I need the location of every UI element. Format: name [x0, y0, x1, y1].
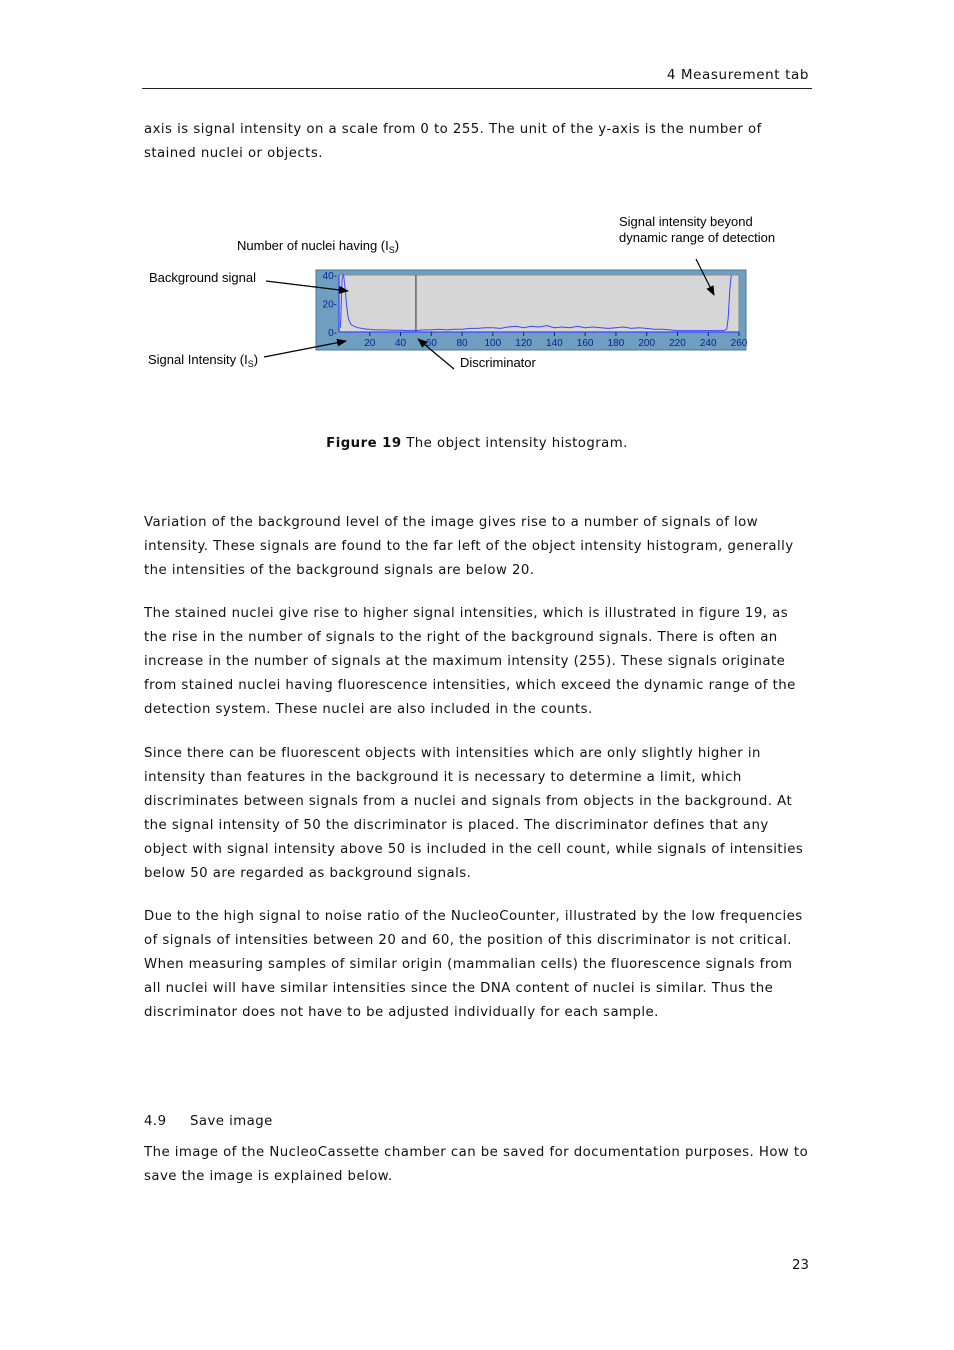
page-number: 23 [792, 1258, 809, 1273]
section-heading [144, 1114, 273, 1129]
paragraph-signal-noise: Due to the high signal to noise ratio of the NucleoCounter, illustrated by the low frequencies of signals of intensities between 20 and 60, the position of this discriminator is not critical. When measuring samples of similar origin (mammalian cells) the fluorescence signals from all nuclei will have similar intensities since the DNA content of nuclei is similar. Thus the discriminator does not have to be adjusted individually for each sample. [144, 909, 803, 1020]
paragraph-discriminator-limit: Since there can be fluorescent objects with intensities which are only slightly higher in intensity than features in the background it is necessary to determine a limit, which discriminates between signals from a nuclei and signals from objects in the background. At the signal intensity of 50 the discriminator is placed. The discriminator defines that any object with signal intensity above 50 is included in the cell count, while signals of intensities below 50 are regarded as background signals. [144, 746, 804, 881]
y-tick-label: 0- [328, 328, 337, 339]
beyond-range-label-line2: dynamic range of detection [619, 230, 776, 245]
x-tick-label: 40 [394, 338, 407, 349]
paragraph-save-image: The image of the NucleoCassette chamber can be saved for documentation purposes. How to save the image is explained below. [144, 1145, 809, 1184]
histogram-plot-area [339, 275, 739, 332]
y-tick-label: 20- [322, 299, 337, 311]
y-tick-label: 40- [322, 271, 337, 282]
paragraph-stained-nuclei: The stained nuclei give rise to higher signal intensities, which is illustrated in figure 19, as the rise in the number of signals to the right of the background signals. There is often an increase in the number of signals at the maximum intensity (255). These signals originate from stained nuclei having fluorescence intensities, which exceed the dynamic range of the detection system. These nuclei are also included in the counts. [144, 606, 796, 717]
page-header [142, 66, 812, 89]
background-signal-label: Background signal [149, 270, 256, 285]
signal-intensity-label: Signal Intensity $(I_S)$ [148, 352, 259, 369]
section-number: 4.9 [144, 1114, 167, 1129]
figure-caption-text: The object intensity histogram. [401, 436, 628, 451]
x-tick-label: 80 [456, 338, 468, 349]
histogram-figure [140, 205, 800, 385]
paragraph-background: Variation of the background level of the image gives rise to a number of signals of low intensity. These signals are found to the far left of the object intensity histogram, generally the intensities of the background signals are below 20. [144, 515, 794, 578]
x-tick-label: 220 [669, 338, 686, 349]
discriminator-label: Discriminator [460, 355, 536, 370]
histogram-figure-svg [140, 205, 800, 385]
x-tick-label: 120 [515, 338, 532, 349]
x-tick-label: 140 [546, 338, 563, 349]
x-tick-label: 20 [364, 338, 376, 349]
beyond-range-label-line1: Signal intensity beyond [619, 214, 753, 229]
x-tick-label: 240 [699, 338, 717, 349]
x-tick-label: 180 [607, 338, 625, 349]
x-tick-label: 60 [425, 338, 437, 349]
x-tick-label: 100 [484, 338, 502, 349]
figure-label: Figure 19 [326, 436, 402, 451]
x-tick-label: 260 [730, 338, 748, 349]
number-of-nuclei-label: Number of nuclei having $(I_S)$ [237, 238, 400, 255]
header-title: 4 Measurement tab [666, 67, 809, 83]
intro-paragraph: axis is signal intensity on a scale from 0 to 255. The unit of the y-axis is the number of stained nuclei or objects. [144, 122, 762, 161]
x-tick-label: 200 [638, 338, 656, 349]
section-title: Save image [190, 1114, 273, 1129]
x-tick-label: 160 [576, 338, 594, 349]
figure-caption [0, 436, 954, 451]
